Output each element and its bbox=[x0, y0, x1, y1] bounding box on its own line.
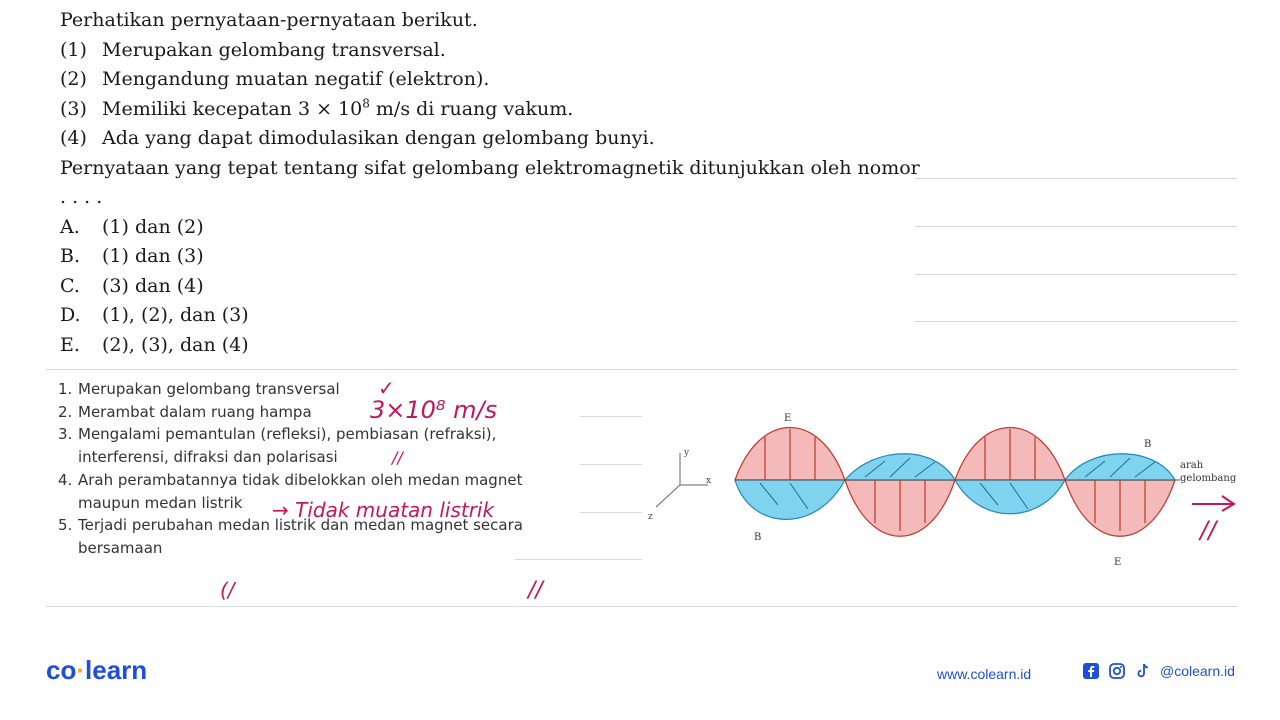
statement-text: Memiliki kecepatan 3 × 10 bbox=[102, 97, 363, 120]
exponent: 8 bbox=[362, 96, 370, 111]
option-c[interactable] bbox=[60, 272, 920, 302]
note-number: 5. bbox=[58, 516, 73, 535]
label-b-left: B bbox=[754, 532, 762, 543]
option-b[interactable] bbox=[60, 242, 920, 272]
brand-co: co bbox=[46, 655, 77, 685]
note-item-4-cont: maupun medan listrik bbox=[78, 493, 243, 512]
magnetic-lobe-3 bbox=[955, 480, 1065, 514]
option-text: (3) dan (4) bbox=[102, 274, 204, 297]
statement-number: (2) bbox=[60, 68, 87, 90]
label-e-bottom: E bbox=[1114, 557, 1122, 568]
statement-4 bbox=[60, 124, 920, 154]
handwritten-note-4: → Tidak muatan listrik bbox=[272, 498, 495, 522]
note-text: Arah perambatannya tidak dibelokkan oleh medan magnet bbox=[78, 470, 523, 489]
note-item-5-cont: bersamaan bbox=[78, 538, 163, 557]
answer-rule bbox=[915, 178, 1237, 179]
brand-learn: learn bbox=[85, 655, 148, 685]
option-d[interactable] bbox=[60, 301, 920, 331]
social-handle[interactable]: @colearn.id bbox=[1160, 663, 1235, 679]
option-letter: D. bbox=[60, 304, 81, 326]
brand-dot: · bbox=[76, 655, 86, 685]
em-wave-diagram bbox=[640, 405, 1240, 570]
option-letter: A. bbox=[60, 215, 80, 238]
handwritten-mark-3: // bbox=[392, 448, 403, 467]
axis-z-label: z bbox=[648, 512, 653, 522]
tiktok-icon[interactable] bbox=[1134, 662, 1152, 680]
question-ellipsis: . . . . bbox=[60, 186, 103, 208]
statement-2 bbox=[60, 65, 920, 95]
note-item-4 bbox=[58, 469, 618, 492]
note-text: Merambat dalam ruang hampa bbox=[78, 402, 312, 421]
answer-rule bbox=[915, 274, 1237, 275]
axis-y-label: y bbox=[684, 448, 690, 458]
instagram-icon[interactable] bbox=[1108, 662, 1126, 680]
footer-social bbox=[1082, 662, 1235, 680]
handwritten-mark-5a: (/ bbox=[220, 578, 235, 602]
option-text: (2), (3), dan (4) bbox=[102, 333, 249, 356]
option-a[interactable] bbox=[60, 213, 920, 243]
magnetic-lobe-1 bbox=[735, 480, 845, 519]
note-item-3 bbox=[58, 423, 618, 446]
facebook-icon[interactable] bbox=[1082, 662, 1100, 680]
note-number: 3. bbox=[58, 425, 73, 444]
note-text: Mengalami pemantulan (refleksi), pembiasan (refraksi), bbox=[78, 425, 497, 444]
note-text: Merupakan gelombang transversal bbox=[78, 380, 340, 398]
statement-number: (3) bbox=[60, 97, 87, 120]
label-e-top: E bbox=[784, 413, 792, 424]
option-letter: B. bbox=[60, 245, 81, 267]
handwritten-speed: 3×10⁸ m/s bbox=[370, 396, 498, 424]
notes-list bbox=[58, 378, 618, 560]
option-e[interactable] bbox=[60, 331, 920, 361]
note-number: 2. bbox=[58, 402, 73, 421]
option-text: (1) dan (3) bbox=[102, 245, 204, 267]
answer-rule bbox=[915, 226, 1237, 227]
note-item-3-cont: interferensi, difraksi dan polarisasi bbox=[78, 448, 338, 467]
option-letter: E. bbox=[60, 333, 80, 356]
statement-text: Merupakan gelombang transversal. bbox=[102, 38, 446, 61]
direction-arrow-icon bbox=[1192, 496, 1234, 511]
coordinate-axes bbox=[656, 453, 708, 507]
question-block bbox=[60, 6, 920, 360]
label-b-right: B bbox=[1144, 439, 1152, 450]
brand-logo bbox=[46, 655, 147, 686]
statement-text-tail: m/s di ruang vakum. bbox=[369, 97, 574, 120]
statement-number: (1) bbox=[60, 38, 87, 61]
handwritten-mark-right: // bbox=[1200, 516, 1217, 544]
question-prompt: Pernyataan yang tepat tentang sifat gelombang elektromagnetik ditunjukkan oleh nomor bbox=[60, 156, 920, 179]
statement-number: (4) bbox=[60, 127, 87, 149]
note-item-2 bbox=[58, 401, 618, 424]
note-number: 4. bbox=[58, 470, 73, 489]
note-item-1 bbox=[58, 378, 618, 401]
option-letter: C. bbox=[60, 274, 80, 297]
handwritten-check: ✓ bbox=[378, 376, 395, 400]
handwritten-mark-5b: // bbox=[528, 578, 543, 603]
option-text: (1) dan (2) bbox=[102, 215, 204, 238]
axis-x-label: x bbox=[706, 476, 712, 486]
statement-3 bbox=[60, 95, 920, 125]
footer-url[interactable]: www.colearn.id bbox=[937, 666, 1032, 682]
answer-rule bbox=[915, 321, 1237, 322]
statement-text: Ada yang dapat dimodulasikan dengan gelombang bunyi. bbox=[102, 127, 655, 149]
note-text: Terjadi perubahan medan listrik dan medan magnet secara bbox=[78, 516, 523, 535]
section-divider bbox=[46, 369, 1237, 370]
statement-1 bbox=[60, 36, 920, 66]
question-intro: Perhatikan pernyataan-pernyataan berikut. bbox=[60, 9, 478, 31]
section-divider bbox=[46, 606, 1237, 607]
direction-label-2: gelombang bbox=[1180, 473, 1237, 484]
statement-text: Mengandung muatan negatif (elektron). bbox=[102, 68, 490, 90]
note-number: 1. bbox=[58, 380, 73, 398]
direction-label-1: arah bbox=[1180, 460, 1204, 471]
option-text: (1), (2), dan (3) bbox=[102, 304, 249, 326]
